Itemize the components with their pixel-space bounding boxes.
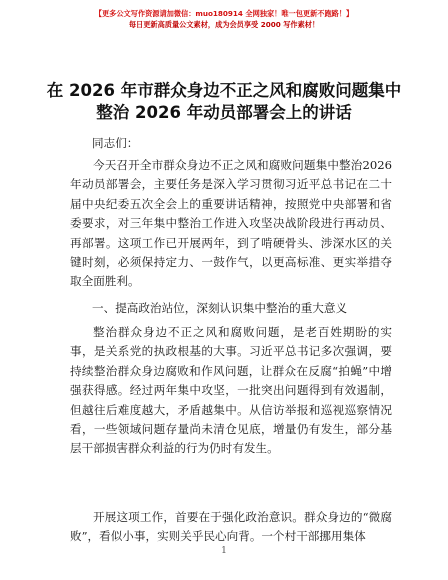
document-title: 在 2026 年市群众身边不正之风和腐败问题集中整治 2026 年动员部署会上的讲话 bbox=[46, 81, 402, 122]
salutation: 同志们： bbox=[92, 136, 139, 150]
page-number: 1 bbox=[221, 546, 227, 556]
paragraph-3: 开展这项工作，首要在于强化政治意识。群众身边的“微腐败”，看似小事，实则关乎民心向背。一个村干部挪用集体 bbox=[70, 510, 392, 544]
promo-line-1: 【更多公文写作资源请加微信：muo180914 全网独家！唯一包更新不跑路！】 bbox=[94, 9, 354, 18]
paragraph-1: 今天召开全市群众身边不正之风和腐败问题集中整治2026年动员部署会，主要任务是深入学习贯彻习近平总书记在二十届中央纪委五次全会上的重要讲话精神，按照党中央部署和省委要求，对三年集中整治工作进入攻坚决战阶段进行再动员、再部署。这项工作已开展两年，到了啃硬骨头、涉深水区的关键时刻，必须保持定力、一鼓作气，以更高标准、更实举措夺取全面胜利。 bbox=[70, 158, 392, 289]
promo-banner bbox=[0, 8, 448, 30]
promo-line-2: 每日更新高质量公文素材，成为会员享受 2000 写作素材！ bbox=[128, 20, 320, 29]
paragraph-2: 整治群众身边不正之风和腐败问题，是老百姓期盼的实事，是关系党的执政根基的大事。习近平总书记多次强调，要持续整治群众身边腐败和作风问题，让群众在反腐“拍蝇”中增强获得感。经过两年集中攻坚，一批突出问题得到有效遏制，但越往后难度越大，矛盾越集中。从信访举报和巡视巡察情况看，一些领域问题存量尚未清仓见底，增量仍有发生，部分基层干部损害群众利益的行为仍时有发生。 bbox=[70, 325, 392, 456]
section-heading-1: 一、提高政治站位，深刻认识集中整治的重大意义 bbox=[92, 301, 348, 315]
